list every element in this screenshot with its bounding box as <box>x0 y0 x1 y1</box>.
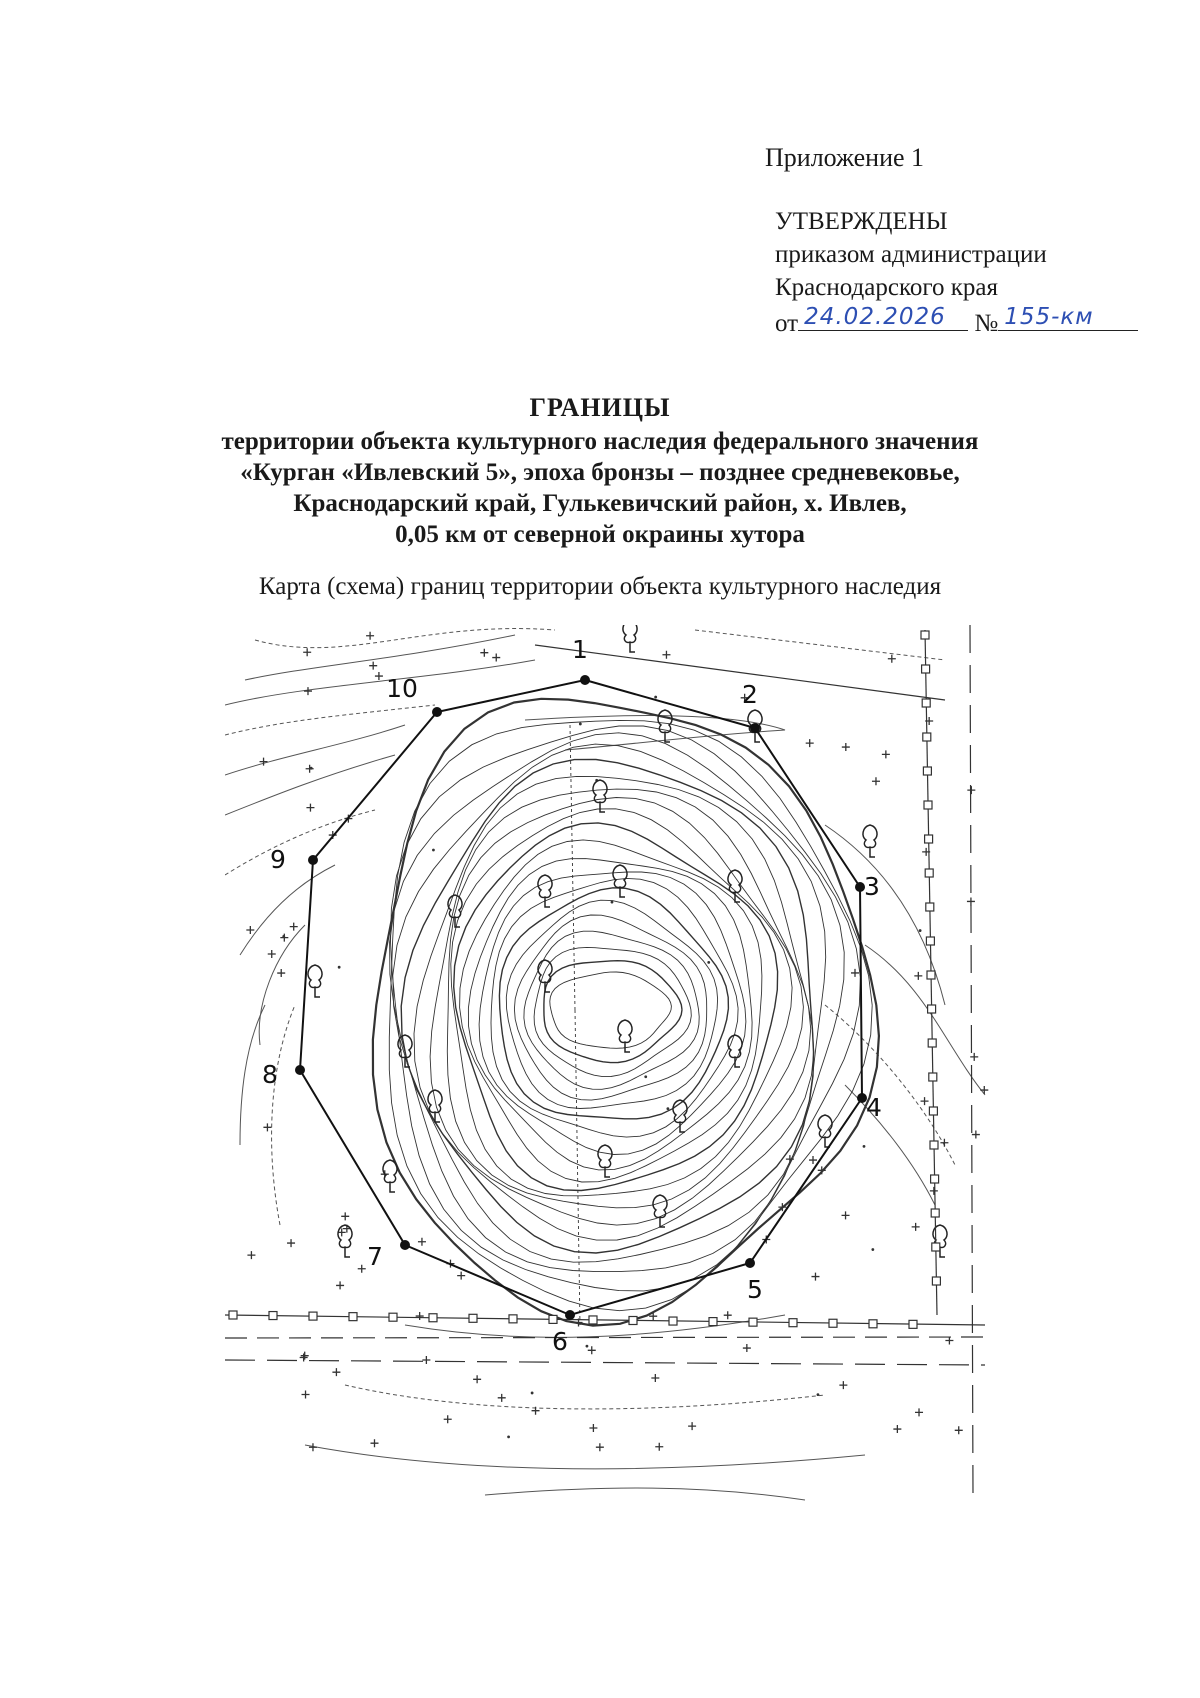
contour-line <box>479 872 746 1155</box>
terrain-contour <box>225 725 405 775</box>
tree-icon <box>598 1145 612 1177</box>
grass-marker <box>655 1443 663 1451</box>
elevation-mark <box>282 935 285 938</box>
fence-post <box>921 631 929 639</box>
tree-crown <box>653 1195 667 1217</box>
fence-post <box>925 835 933 843</box>
elevation-mark <box>586 1345 589 1348</box>
boundary-point-5 <box>745 1258 755 1268</box>
boundary-point-label: 9 <box>270 845 286 874</box>
grass-marker <box>809 1156 817 1164</box>
tree-icon <box>728 1035 742 1067</box>
number-field <box>998 304 1138 331</box>
tree-icon <box>383 1160 397 1192</box>
fence-post <box>923 767 931 775</box>
grass-marker <box>914 972 922 980</box>
grass-marker <box>651 1374 659 1382</box>
grass-marker <box>418 1238 426 1246</box>
grass-marker <box>915 1408 923 1416</box>
region-label: Краснодарского края <box>775 274 998 301</box>
fence-post <box>629 1317 637 1325</box>
elevation-mark <box>579 723 582 726</box>
fence-post <box>922 665 930 673</box>
boundary-points <box>262 635 882 1356</box>
fence-post <box>929 1073 937 1081</box>
grass-marker <box>967 897 975 905</box>
fence-lines <box>225 625 985 1495</box>
grass-marker <box>912 1223 920 1231</box>
grass-marker <box>893 1425 901 1433</box>
fence-post <box>349 1313 357 1321</box>
boundary-point-label: 3 <box>864 872 880 901</box>
boundary-point-8 <box>295 1065 305 1075</box>
elevation-mark <box>338 966 341 969</box>
tree-crown <box>308 965 322 987</box>
terrain-contour <box>240 865 335 955</box>
fence-post <box>926 903 934 911</box>
fence-post <box>931 1209 939 1217</box>
tree-icon <box>623 625 637 652</box>
number-prefix: № <box>974 310 999 337</box>
contour-line <box>524 931 699 1089</box>
fence-post <box>669 1317 677 1325</box>
elevation-mark <box>310 767 313 770</box>
terrain-contour <box>225 810 375 875</box>
grass-marker <box>839 1381 847 1389</box>
elevation-mark <box>863 1145 866 1148</box>
fence-post <box>469 1314 477 1322</box>
tree-trunk <box>315 987 320 997</box>
tree-icon <box>308 965 322 997</box>
grass-marker <box>851 969 859 977</box>
grass-marker <box>246 926 254 934</box>
fence-post <box>922 699 930 707</box>
fence-post <box>509 1315 517 1323</box>
fence-post <box>927 971 935 979</box>
fence-post <box>829 1319 837 1327</box>
grass-marker <box>955 1426 963 1434</box>
terrain-contour <box>272 1005 295 1225</box>
grass-marker <box>811 1273 819 1281</box>
approval-block <box>775 205 1138 340</box>
grass-marker <box>309 1443 317 1451</box>
document-title <box>0 392 1200 550</box>
grass-marker <box>882 750 890 758</box>
fence-post <box>928 1039 936 1047</box>
boundary-point-9 <box>308 855 318 865</box>
boundary-point-label: 5 <box>747 1275 763 1304</box>
fence-post <box>923 733 931 741</box>
grass-marker <box>589 1424 597 1432</box>
boundary-point-label: 8 <box>262 1060 278 1089</box>
fence-post <box>429 1314 437 1322</box>
grass-marker <box>416 1312 424 1320</box>
grass-marker <box>921 1097 929 1105</box>
contour-line <box>491 878 738 1137</box>
fence-post <box>589 1316 597 1324</box>
tree-icon <box>338 1225 352 1257</box>
fence-post <box>269 1312 277 1320</box>
grass-marker <box>588 1346 596 1354</box>
grass-marker <box>724 1311 732 1319</box>
fence-post <box>709 1318 717 1326</box>
tree-trunk <box>345 1247 350 1257</box>
boundary-point-label: 6 <box>552 1327 568 1356</box>
tree-icon <box>863 825 877 857</box>
grass-marker <box>596 1443 604 1451</box>
fence-post <box>789 1319 797 1327</box>
grass-marker <box>806 739 814 747</box>
grass-marker <box>332 1368 340 1376</box>
title-line-2: «Курган «Ивлевский 5», эпоха бронзы – позднее средневековье, <box>240 459 960 486</box>
elevation-mark <box>871 1248 874 1251</box>
approved-label: УТВЕРЖДЕНЫ <box>775 208 948 235</box>
terrain-contour <box>305 1445 865 1469</box>
tree-crown <box>613 865 627 887</box>
elevation-mark <box>507 1436 510 1439</box>
tree-icon <box>728 870 742 902</box>
grass-marker <box>301 1352 309 1360</box>
grass-marker <box>444 1415 452 1423</box>
fence-post <box>932 1277 940 1285</box>
grass-marker <box>872 777 880 785</box>
grass-marker <box>306 804 314 812</box>
tree-trunk <box>545 897 550 907</box>
tree-crown <box>623 625 637 642</box>
grass-marker <box>945 1337 953 1345</box>
grass-marker <box>336 1281 344 1289</box>
contour-line <box>550 972 672 1048</box>
date-field <box>798 304 968 331</box>
boundary-point-7 <box>400 1240 410 1250</box>
grass-marker <box>304 687 312 695</box>
grass-marker <box>457 1272 465 1280</box>
elevation-mark <box>666 1107 669 1110</box>
tree-crown <box>618 1020 632 1042</box>
tree-trunk <box>605 1167 610 1177</box>
contour-line <box>506 900 717 1108</box>
mound-axis <box>570 725 575 1010</box>
title-line-1: территории объекта культурного наследия федерального значения <box>221 428 979 455</box>
terrain-contour <box>485 1488 805 1500</box>
boundary-point-10 <box>432 707 442 717</box>
grass-marker <box>473 1375 481 1383</box>
grass-marker <box>492 654 500 662</box>
elevation-mark <box>817 1393 820 1396</box>
elevation-mark <box>644 1075 647 1078</box>
grass-marker <box>743 1344 751 1352</box>
grass-marker <box>980 1086 988 1094</box>
fence-post <box>930 1141 938 1149</box>
fence-post <box>229 1311 237 1319</box>
tree-trunk <box>600 802 605 812</box>
contour-line <box>414 776 814 1240</box>
map-caption: Карта (схема) границ территории объекта культурного наследия <box>258 573 942 600</box>
fence-post <box>929 1107 937 1115</box>
tree-icon <box>658 710 672 742</box>
annex-label: Приложение 1 <box>765 143 925 172</box>
grass-marker <box>302 1391 310 1399</box>
fence-post <box>932 1243 940 1251</box>
topographic-background <box>225 629 988 1500</box>
boundary-point-label: 1 <box>572 635 588 664</box>
road-line <box>225 1337 985 1338</box>
title-line-4: 0,05 км от северной окраины хутора <box>395 521 805 548</box>
tree-icon <box>428 1090 442 1122</box>
boundary-point-label: 2 <box>742 680 758 709</box>
mound-axis <box>575 1010 580 1325</box>
tree-icon <box>538 960 552 992</box>
elevation-mark <box>919 929 922 932</box>
fence-post <box>924 801 932 809</box>
terrain-contour <box>345 1385 825 1409</box>
contour-line <box>468 859 752 1170</box>
boundary-point-2 <box>750 723 760 733</box>
field-edge-line <box>535 645 945 700</box>
elevation-mark <box>432 849 435 852</box>
terrain-contour <box>225 705 435 735</box>
grass-marker <box>263 1123 271 1131</box>
road-line <box>225 1360 985 1365</box>
grass-marker <box>247 1251 255 1259</box>
grass-marker <box>970 1053 978 1061</box>
tree-crown <box>598 1145 612 1167</box>
grass-marker <box>277 969 285 977</box>
tree-symbols <box>308 625 947 1257</box>
date-number-line <box>775 304 1138 340</box>
terrain-contour <box>225 660 535 705</box>
grass-marker <box>940 1139 948 1147</box>
grass-marker <box>972 1131 980 1139</box>
elevation-mark <box>531 1392 534 1395</box>
tree-icon <box>593 780 607 812</box>
contour-line <box>534 947 691 1076</box>
tree-crown <box>863 825 877 847</box>
boundary-point-6 <box>565 1310 575 1320</box>
contour-line <box>499 888 728 1119</box>
grass-marker <box>366 632 374 640</box>
tree-trunk <box>940 1247 945 1257</box>
grass-marker <box>688 1422 696 1430</box>
tree-trunk <box>390 1182 395 1192</box>
contour-line <box>544 961 682 1063</box>
tree-icon <box>448 895 462 927</box>
fence-post <box>869 1320 877 1328</box>
title-heading: ГРАНИЦЫ <box>529 393 671 422</box>
tree-crown <box>728 870 742 892</box>
tree-icon <box>613 865 627 897</box>
grass-marker <box>341 1212 349 1220</box>
grass-marker <box>967 786 975 794</box>
grass-marker <box>303 648 311 656</box>
tree-trunk <box>630 642 635 652</box>
fence-post <box>909 1320 917 1328</box>
elevation-mark <box>654 696 657 699</box>
terrain-contour <box>255 629 555 648</box>
tree-trunk <box>870 847 875 857</box>
fence-post <box>925 869 933 877</box>
grass-marker <box>358 1265 366 1273</box>
grass-marker <box>300 1353 308 1361</box>
by-order-label: приказом администрации <box>775 241 1047 268</box>
elevation-mark <box>707 961 710 964</box>
tree-icon <box>818 1115 832 1147</box>
date-prefix: от <box>775 310 799 337</box>
grass-marker <box>290 923 298 931</box>
boundary-point-label: 4 <box>866 1093 882 1122</box>
grass-marker <box>842 743 850 751</box>
grass-marker <box>375 672 383 680</box>
tree-crown <box>658 710 672 732</box>
number-value: 155-км <box>1004 304 1094 330</box>
fence-post <box>389 1313 397 1321</box>
boundary-point-label: 7 <box>367 1242 383 1271</box>
grass-marker <box>930 1187 938 1195</box>
tree-icon <box>653 1195 667 1227</box>
tree-icon <box>538 875 552 907</box>
fence-post <box>549 1315 557 1323</box>
fence-post <box>928 1005 936 1013</box>
date-value: 24.02.2026 <box>804 304 946 330</box>
boundary-point-1 <box>580 675 590 685</box>
grass-marker <box>888 655 896 663</box>
grass-marker <box>662 651 670 659</box>
grass-marker <box>480 649 488 657</box>
terrain-contour <box>695 630 945 660</box>
grass-marker <box>370 1439 378 1447</box>
grass-marker <box>842 1211 850 1219</box>
tree-trunk <box>735 1057 740 1067</box>
grass-marker <box>498 1394 506 1402</box>
fence-post <box>931 1175 939 1183</box>
road-line-east <box>970 625 973 1495</box>
boundary-point-label: 10 <box>386 674 418 703</box>
grass-marker <box>287 1239 295 1247</box>
contour-line <box>430 789 811 1225</box>
grass-marker <box>369 662 377 670</box>
terrain-contour <box>865 945 985 1095</box>
mound-contours <box>373 699 879 1326</box>
fence-post <box>926 937 934 945</box>
grass-marker <box>268 950 276 958</box>
title-line-3: Краснодарский край, Гулькевичский район, х. Ивлев, <box>293 490 907 517</box>
fence-post <box>309 1312 317 1320</box>
terrain-contour <box>259 925 305 1045</box>
fence-post <box>749 1318 757 1326</box>
tree-crown <box>538 875 552 897</box>
boundary-map <box>225 625 1045 1505</box>
grass-marker <box>422 1356 430 1364</box>
